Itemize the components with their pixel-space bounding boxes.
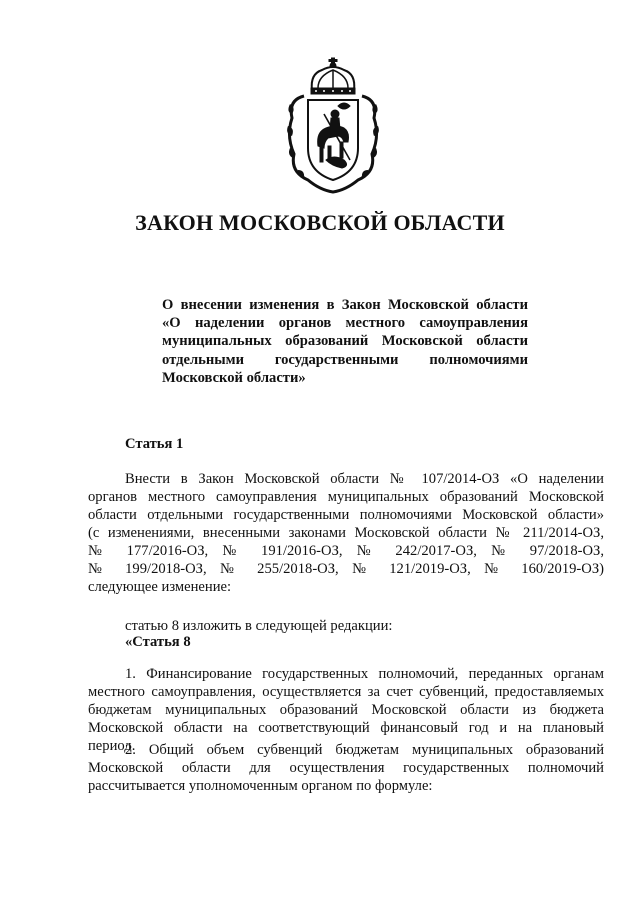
instruction-line: статью 8 изложить в следующей редакции: bbox=[125, 618, 393, 634]
law-subject-heading bbox=[162, 296, 528, 387]
paragraph-line: период. bbox=[88, 738, 136, 754]
subject-line: Московской области» bbox=[162, 369, 306, 386]
coat-of-arms-emblem bbox=[282, 56, 384, 196]
paragraph-line: № 199/2018-ОЗ, № 255/2018-ОЗ, № 121/2019-ОЗ, № 160/2019-ОЗ) bbox=[88, 561, 604, 577]
paragraph-line: (с изменениями, внесенными законами Московской области № 211/2014-ОЗ, bbox=[88, 525, 604, 541]
subject-line: отдельными государственными полномочиями bbox=[162, 351, 528, 368]
paragraph-line: № 177/2016-ОЗ, № 191/2016-ОЗ, № 242/2017-ОЗ, № 97/2018-ОЗ, bbox=[88, 543, 604, 559]
paragraph-line: следующее изменение: bbox=[88, 579, 232, 595]
subject-line: муниципальных образований Московской области bbox=[162, 333, 528, 350]
paragraph-line: местного самоуправления, осуществляется за счет субвенций, предоставляемых bbox=[88, 684, 604, 700]
subject-line: «О наделении органов местного самоуправления bbox=[162, 315, 528, 332]
paragraph-line: органов местного самоуправления муниципальных образований Московской bbox=[88, 489, 604, 505]
document-title: ЗАКОН МОСКОВСКОЙ ОБЛАСТИ bbox=[135, 210, 505, 235]
paragraph-line: рассчитывается уполномоченным органом по формуле: bbox=[88, 778, 433, 794]
article-8-heading: «Статья 8 bbox=[125, 634, 191, 650]
clause-2-paragraph bbox=[88, 741, 604, 795]
paragraph-line: бюджетам муниципальных образований Московской области из бюджета bbox=[88, 702, 604, 718]
paragraph-line: области отдельными государственными полномочиями Московской области» bbox=[88, 507, 604, 523]
article-1-heading: Статья 1 bbox=[125, 436, 184, 452]
paragraph-line: 1. Финансирование государственных полномочий, переданных органам bbox=[125, 666, 604, 682]
article-1-paragraph bbox=[88, 470, 604, 596]
paragraph-line: Московской области для осуществления государственных полномочий bbox=[88, 760, 604, 776]
paragraph-line: Внести в Закон Московской области № 107/2014-ОЗ «О наделении bbox=[125, 471, 604, 487]
instruction-paragraph bbox=[88, 617, 604, 635]
paragraph-line: Московской области на соответствующий финансовый год и на плановый bbox=[88, 720, 604, 736]
subject-line: О внесении изменения в Закон Московской области bbox=[162, 297, 528, 313]
paragraph-line: 2. Общий объем субвенций бюджетам муниципальных образований bbox=[125, 742, 604, 758]
